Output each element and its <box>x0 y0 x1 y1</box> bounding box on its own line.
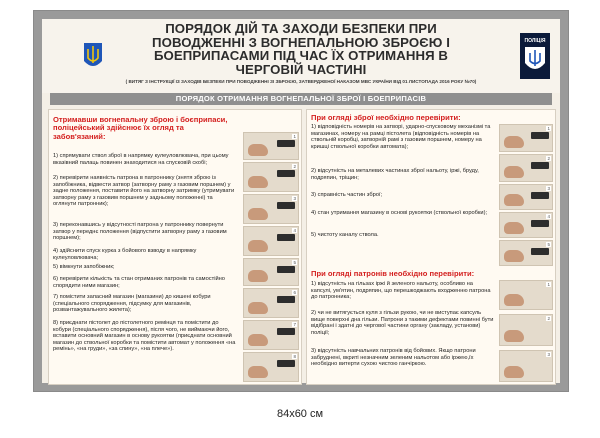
left-item: 8) приєднати пістолет до пістолетного ремінця та помістити до кобури (спеціального спорядження), після чого, не виймаючи його, вставити основний магазин в основу рукоятки (приєднати основний магазин до ствольної коробки та помістити автомат у положення «на ремінь», «на груди», «за спину», «на плече»). <box>53 320 236 353</box>
right-item: 2) чи не витягується куля з гільзи рукою, чи не виступає капсуль вище поверхні дна гільзи. Патрони з такими дефектами повинні бути відібрані і здатні до чергової частини органу (закладу, установи) поліції; <box>311 310 494 336</box>
left-heading: Отримавши вогнепальну зброю і боєприпаси, поліцейський здійснює їх огляд та забов'язаний: <box>53 115 228 141</box>
poster-frame <box>33 10 569 392</box>
right-heading-ammo: При огляді патронів необхідно перевірити: <box>311 269 475 278</box>
photo: 2 <box>499 154 553 182</box>
right-item: 2) відсутність на металевих частинах зброї нальоту, іржі, бруду, подряпин, тріщин; <box>311 168 479 181</box>
right-item: 3) відсутність навчальних патронів від бойових. Якщо патрони забруднені, вкриті незначним зеленим нальотом або іржею,їх необхідно витерти сухою чистою ганчіркою. <box>311 348 476 368</box>
photo: 1 <box>243 132 299 160</box>
photo: 3 <box>499 350 553 382</box>
section-ribbon: ПОРЯДОК ОТРИМАННЯ ВОГНЕПАЛЬНОЇ ЗБРОЇ І БОЕПРИПАСІВ <box>50 93 552 105</box>
trident-emblem-icon <box>82 41 104 71</box>
photo: 2 <box>243 162 299 192</box>
header <box>42 19 560 93</box>
photo: 1 <box>499 280 553 310</box>
right-column <box>306 109 556 385</box>
left-item: 3) переконавшись у відсутності патрона у патроннику повернути затвор у переднє положення (відпустити затворну раму з газовим поршнем); <box>53 222 227 242</box>
photo: 3 <box>499 184 553 210</box>
page-subtitle: ( ВИТЯГ З ІНСТРУКЦІЇ ІЗ ЗАХОДІВ БЕЗПЕКИ ПРИ ПОВОДЖЕННІ ЗІ ЗБРОЄЮ, ЗАТВЕРДЖЕНОЇ НАКАЗОМ МВС УКРАЇНИ ВІД 01 ЛИСТОПАДА 2016 РОКУ №70) <box>125 79 477 84</box>
right-item: 4) стан утримання магазину в основі рукоятки (ствольної коробки); <box>311 210 488 216</box>
left-item: 4) здійснити спуск курка з бойового взводу в напрямку кулеуловлювача; <box>53 248 197 261</box>
photo: 5 <box>499 240 553 266</box>
left-item: 5) вімкнути запобіжник; <box>53 264 115 270</box>
photo: 8 <box>243 352 299 382</box>
right-item: 5) чистоту каналу ствола. <box>311 232 379 238</box>
right-item: 3) справність частин зброї; <box>311 192 383 198</box>
right-item: 1) відповідність номерів на затворі, ударно-спусковому механізмі та магазинах, номеру на рамці пістолета (відповідність номерів на ствольній коробці, затворній рамі з газовим поршнем, номеру на кришці ствольної коробки автомата); <box>311 124 491 150</box>
photo: 6 <box>243 288 299 318</box>
left-item: 6) перевірити кількість та стан отриманих патронів та самостійно спорядити ними магазин; <box>53 276 225 289</box>
police-badge-icon <box>520 33 550 79</box>
left-item: 7) помістити запасний магазин (магазини) до кишені кобури (спеціального спорядження, підсумку для магазинів, розвантажувального жилета); <box>53 294 211 314</box>
photo: 4 <box>243 226 299 256</box>
page-title: ПОРЯДОК ДІЙ ТА ЗАХОДИ БЕЗПЕКИ ПРИ ПОВОДЖЕННІ З ВОГНЕПАЛЬНОЮ ЗБРОЄЮ І БОЕПРИПАСАМИ ПІД ЧАС ЇХ ОТРИМАННЯ В ЧЕРГОВІЙ ЧАСТИНІ <box>152 21 450 77</box>
photo: 7 <box>243 320 299 350</box>
left-column <box>48 109 302 385</box>
left-item: 2) перевірити наявність патрона в патроннику (знятя зброю із запобіжника, відвести затвор (затворну раму з газовим поршнем) у задне положення, поставити його на затворну затримку (утримувати затворну раму з газовим поршнем у задньому положенні) та оглянути патронник); <box>53 175 235 208</box>
photo: 2 <box>499 314 553 346</box>
photo: 4 <box>499 212 553 238</box>
size-label: 84x60 см <box>276 408 324 420</box>
right-heading-weapon: При огляді зброї необхідно перевірити: <box>311 113 461 122</box>
right-item: 1) відсутність на гільзах іржі й зеленого нальоту, особливо на капсулі, ум'ятин, подряпин, що перешкоджають входженню патрона до патронника; <box>311 281 491 301</box>
police-label: ПОЛІЦІЯ <box>524 38 546 44</box>
photo: 5 <box>243 258 299 286</box>
poster-inner <box>42 19 560 383</box>
left-item: 1) спрямувати ствол зброї в напрямку кулеуловлювача, при цьому вказівний палаць повинен знаходитися на спусковій скобі; <box>53 153 229 166</box>
photo: 3 <box>243 194 299 224</box>
photo: 1 <box>499 124 553 152</box>
